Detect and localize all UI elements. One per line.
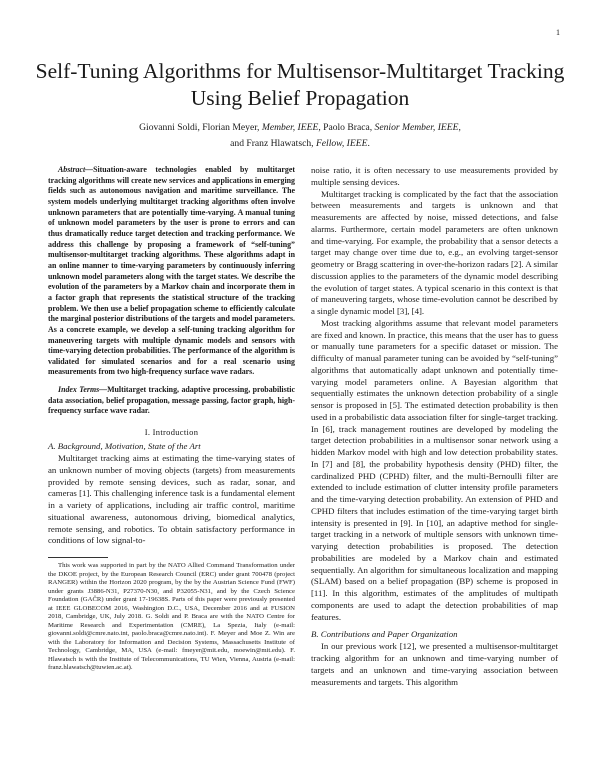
- author-role-member: Member, IEEE: [261, 122, 319, 133]
- abstract: [48, 165, 295, 378]
- paper-title: Self-Tuning Algorithms for Multisensor-Multitarget Tracking Using Belief Propagation: [35, 59, 565, 110]
- footnote-divider: [48, 557, 108, 558]
- paragraph-continuation: noise ratio, it is often necessary to use measurements provided by multiple sensing devices.: [311, 165, 558, 187]
- authors-line1-names: Giovanni Soldi, Florian Meyer,: [139, 122, 262, 133]
- authors-line2-end: .: [367, 138, 370, 149]
- subsection-heading-contributions: B. Contributions and Paper Organization: [311, 629, 458, 640]
- paragraph-complications: Multitarget tracking is complicated by the fact that the association between measurements and targets is unknown and that measurements are affected by noise, missed detections, and false alarms. Furthermore, certain model parameters are often unknown and time-varying. For example, the probability that a sensor detects a target may change over time due to, e.g., an evolving target-sensor geometry or Bragg scattering in over-the-horizon radars [2]. A similar discussion applies to the parameters of the dynamic model describing the evolution of target states. A typical scenario in this context is that of maneuvering targets, whose time-evolution cannot be described by a single dynamic model [3], [4].: [311, 188, 558, 316]
- intro-paragraph: Multitarget tracking aims at estimating the time-varying states of an unknown number of moving objects (targets) from measurements provided by remote sensing devices, such as radar, sonar, and cameras [1]. This challenging inference task is a fundamental element in a variety of applications, including air traffic control, maritime situational awareness, autonomous driving, biomedical analytics, remote sensing, and robotics. To obtain satisfactory performance in conditions of low signal-to-: [48, 453, 295, 546]
- left-column: [48, 165, 295, 673]
- authors-line1-mid: , Paolo Braca,: [318, 122, 375, 133]
- author-role-senior-member: Senior Member, IEEE: [374, 122, 459, 133]
- section-heading-introduction: I. Introduction: [144, 427, 199, 438]
- author-line-2: [60, 136, 540, 152]
- index-terms: [48, 385, 295, 417]
- author-line-1: [60, 120, 540, 136]
- authors-line1-end: ,: [458, 122, 461, 133]
- page-number: 1: [556, 28, 560, 37]
- footnote: This work was supported in part by the NATO Allied Command Transformation under the DKOE project, by the European Research Council (ERC) under grant 700478 (project RANGER) within the Horizon 2020 program, by the by the Austrian Science Fund (FWF) under grants J3886-N31, P27370-N30, and P32055-N31, and by the Czech Science Foundation (GAČR) under grant 17-19638S. Parts of this paper were previously presented at IEEE GLOBECOM 2016, Washington D.C., USA, December 2016 and at FUSION 2018, Cambridge, UK, July 2018. G. Soldi and P. Braca are with the NATO Centre for Maritime Research and Experimentation (CMRE), La Spezia, Italy (e-mail: giovanni.soldi@cmre.nato.int, paolo.braca@cmre.nato.int). F. Meyer and Moe Z. Win are with the Laboratory for Information and Decision Systems, Massachusetts Institute of Technology, Cambridge, MA, USA (e-mail: fmeyer@mit.edu, moewin@mit.edu). F. Hlawatsch is with the Institute of Telecommunications, TU Wien, Vienna, Austria (e-mail: franz.hlawatsch@tuwien.ac.at).: [48, 562, 295, 672]
- index-terms-text: Multitarget tracking, adaptive processing, probabilistic data association, belief propagation, message passing, factor graph, high-frequency surface wave radar.: [48, 385, 296, 416]
- paragraph-related-work: Most tracking algorithms assume that relevant model parameters are fixed and known. In practice, this means that the user has to guess or manually tune parameters for a specific dataset or mission. The difficulty of manual parameter tuning can be avoided by “self-tuning” algorithms that automatically adapt unknown and potentially time-varying model parameters online. A Bayesian algorithm that sequentially estimates the unknown detection probability of a single sensor is proposed in [5]. The estimated detection probability is then used in a probabilistic data association filter for single-target tracking. In [6], track management routines are developed by modeling the target detection probabilities in a multisensor sonar network using a hidden Markov model with high and low detection probability states. In [7] and [8], the probability hypothesis density (PHD) filter, the cardinalized PHD (CPHD) filter, and the multi-Bernoulli filter are extended to include estimation of clutter intensity profile parameters and the time-varying detection probability. An extension of PHD and CPHD filters that includes estimation of the time-varying target birth intensity is presented in [9]. In [10], an adaptive method for single-target tracking in a network of multiple sensors with unknown time-varying detection probabilities is proposed. The detection probabilities are modeled by a Markov chain and estimated sequentially. An algorithm for simultaneous localization and mapping (SLAM) based on a belief propagation (BP) scheme is proposed in [11]. In this algorithm, estimates of the amplitudes of multipath components are used to adapt the detection probabilities of map features.: [311, 317, 558, 622]
- abstract-text: Situation-aware technologies enabled by multitarget tracking algorithms will create new services and applications in emerging fields such as autonomous navigation and maritime surveillance. The system models underlying multitarget tracking algorithms often involve unknown parameters that are potentially time-varying. A manual tuning of unknown model parameters by the user is prone to errors and can thus dramatically reduce target detection and tracking performance. We address this challenge by proposing a framework of “self-tuning” multisensor-multitarget tracking algorithms. These algorithms adapt in an online manner to time-varying parameters by continuously inferring unknown model parameters along with the target states. We describe the evolution of the parameters by a Markov chain and incorporate them in a factor graph that represents the statistical structure of the tracking problem. We then use a belief propagation scheme to efficiently calculate the marginal posterior distributions of the targets and model parameters. As a concrete example, we develop a self-tuning tracking algorithm for maneuvering targets with multiple dynamic models and sensors with time-varying detection probabilities. The performance of the algorithm is validated for simulated scenarios and for a real scenario using measurements from two high-frequency surface wave radars.: [48, 165, 295, 377]
- author-role-fellow: Fellow, IEEE: [315, 138, 368, 149]
- right-column: [311, 165, 558, 688]
- subsection-heading-background: A. Background, Motivation, State of the Art: [48, 441, 201, 452]
- index-terms-lead: Index Terms—: [58, 385, 108, 395]
- paragraph-previous-work: In our previous work [12], we presented a multisensor-multitarget tracking algorithm for an unknown and time-varying number of targets and an unknown and time-varying association between measurements and targets. This algorithm: [311, 641, 558, 687]
- abstract-lead: Abstract—: [58, 165, 94, 174]
- author-list: [60, 120, 540, 152]
- authors-line2-names: and Franz Hlawatsch,: [230, 138, 316, 149]
